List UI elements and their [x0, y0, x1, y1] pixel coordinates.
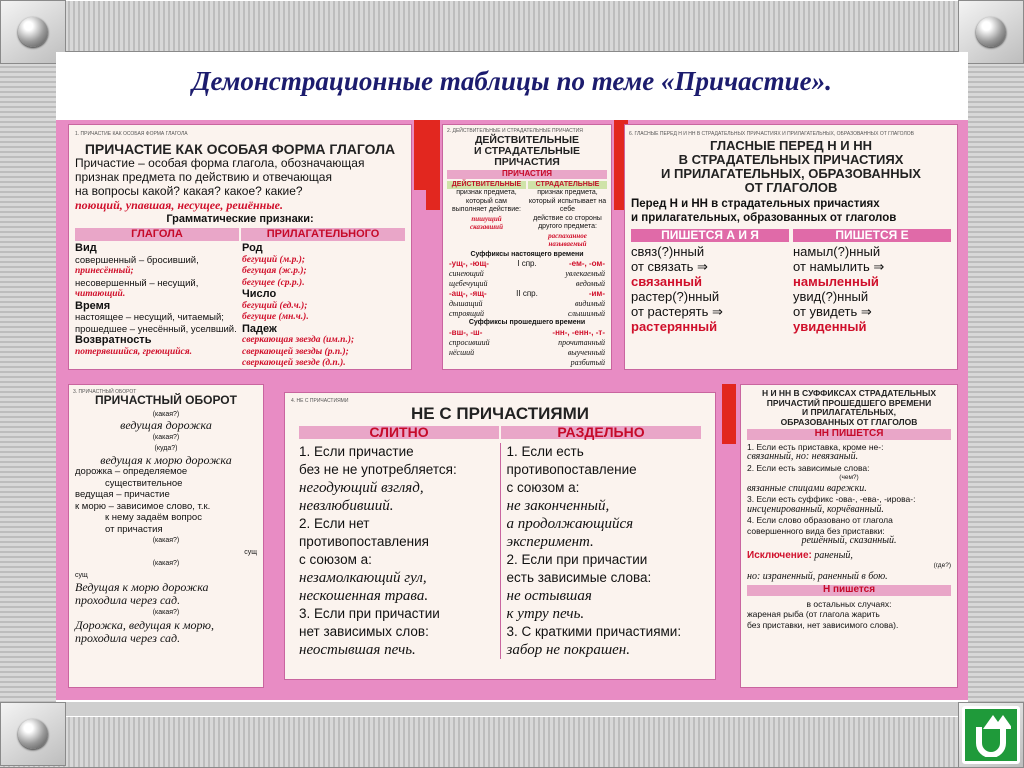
column-head: ДЕЙСТВИТЕЛЬНЫЕ: [447, 181, 526, 190]
phrase-line: ведущая к морю дорожка: [100, 452, 232, 467]
rule-line: 2. Если есть зависимые слова:: [747, 462, 870, 473]
heading-line: ОТ ГЛАГОЛОВ: [744, 180, 838, 195]
page-title: Демонстрационные таблицы по теме «Причастие».: [192, 66, 832, 96]
explain-line: дорожка – определяемое: [75, 466, 188, 477]
phrase-line: проходила через сад.: [75, 630, 181, 645]
together-rules: [299, 443, 494, 659]
desc-line: который испытывает на себе: [528, 197, 607, 213]
card-caption: 1. ПРИЧАСТИЕ КАК ОСОБАЯ ФОРМА ГЛАГОЛА: [75, 131, 188, 137]
column-head-verb: ГЛАГОЛА: [75, 228, 239, 241]
rule-line: без приставки, нет зависимого слова).: [747, 619, 899, 630]
feature-line: прошедшее – унесённый, уселвший.: [75, 323, 237, 335]
example: называемый: [548, 240, 587, 248]
example-line: от связать ⇒: [631, 259, 708, 274]
feature-line: несовершенный – несущий,: [75, 277, 199, 289]
subheading: [625, 195, 957, 227]
heading-line: ДЕЙСТВИТЕЛЬНЫЕ: [474, 134, 580, 146]
example-line: решённый, сказанный.: [801, 535, 897, 546]
example-line: связанный, но: невязаный.: [747, 451, 859, 462]
grammar-heading: Грамматические признаки:: [166, 213, 314, 225]
exception-label: Исключение:: [747, 549, 812, 561]
rivet-icon: [976, 17, 1006, 47]
explain-line: от причастия: [105, 523, 163, 535]
subheading-line: и прилагательных, образованных от глаголов: [631, 212, 897, 224]
frame-bottom: [0, 716, 1024, 768]
column-head-together: СЛИТНО: [299, 426, 499, 439]
feature-line: бегущая (ж.р.);: [242, 266, 307, 276]
cell: строящий: [449, 309, 484, 318]
poster: [56, 120, 968, 700]
question-mark-label: (где?): [933, 562, 951, 569]
rule-line: 2. Если при причастии: [506, 552, 648, 567]
example-line: негодующий взгляд,: [299, 480, 424, 496]
rule-line: 2. Если нет: [299, 516, 370, 531]
examples: поющий, упавшая, несущее, решённые.: [75, 198, 283, 212]
cell: -вш-, -ш-: [449, 327, 483, 337]
frame-right: [968, 52, 1024, 716]
cell: синеющий: [449, 269, 484, 278]
card-n-nn-suffixes: [740, 384, 958, 688]
explain-line: существительное: [105, 477, 183, 489]
feature-line: настоящее – несущий, читаемый;: [75, 312, 224, 323]
example-line: намыл(?)нный: [793, 244, 881, 259]
poster-spine: [426, 120, 440, 210]
card-caption: 2. ДЕЙСТВИТЕЛЬНЫЕ И СТРАДАТЕЛЬНЫЕ ПРИЧАСТИЯ: [447, 128, 583, 134]
column-head-a-ya: ПИШЕТСЯ А И Я: [631, 229, 789, 242]
cell: нёсший: [449, 347, 475, 357]
phrase-line: Ведущая к морю дорожка: [75, 580, 209, 594]
return-button[interactable]: [958, 702, 1024, 768]
cell: II спр.: [516, 289, 538, 298]
rule-line: жареная рыба (от глагола жарить: [747, 609, 880, 619]
rule-line: 1. Если есть: [506, 444, 584, 459]
phrase-line: ведущая дорожка: [120, 418, 212, 432]
feature-title: Род: [242, 242, 263, 254]
n-heading: Н пишется: [747, 585, 951, 596]
card-heading: [741, 389, 957, 427]
separate-rules: [500, 443, 702, 659]
example-line: намыленный: [793, 274, 879, 289]
desc-line: другого предмета:: [538, 223, 597, 230]
example-line: вязанные спицами варежки.: [747, 482, 867, 494]
desc-line: признак предмета,: [456, 189, 517, 196]
feature-line: принесённый;: [75, 266, 134, 276]
feature-title: Время: [75, 299, 111, 312]
example-line: увиденный: [793, 319, 867, 334]
example-line: забор не покрашен.: [506, 642, 630, 658]
heading-line: И ПРИЛАГАТЕЛЬНЫХ,: [802, 407, 896, 417]
corner-bottom-left: [0, 702, 66, 766]
cell: -ущ-, -ющ-: [449, 259, 489, 268]
feature-line: бегущий (ед.ч.);: [242, 300, 308, 311]
phrase-line: Дорожка, ведущая к морю,: [75, 617, 214, 632]
definition-line: признак предмета по действию и отвечающая: [75, 170, 332, 184]
card-heading: [625, 139, 957, 195]
definition-line: Причастие – особая форма глагола, обозначающая: [75, 156, 365, 170]
cell: I спр.: [517, 259, 537, 268]
passive-column: [528, 181, 607, 249]
rule-line: в остальных случаях:: [806, 598, 892, 609]
rule-line: без не не употребляется:: [299, 462, 457, 477]
cell: ведомый: [575, 279, 605, 288]
example-line: невзлюбивший.: [299, 498, 394, 514]
cell: прочитанный: [558, 337, 605, 347]
example-line: эксперимент.: [506, 534, 594, 550]
card-vowels-before-n: [624, 124, 958, 370]
rule-line: с союзом а:: [506, 480, 580, 495]
feature-title: Падеж: [242, 322, 277, 335]
example-line: связанный: [631, 274, 702, 289]
rule-line: 1. Если причастие: [299, 444, 414, 459]
column-head-e: ПИШЕТСЯ Е: [793, 229, 951, 242]
poster-spine: [722, 384, 736, 444]
cell: спросивший: [449, 337, 490, 347]
rule-line: совершенного вида без приставки:: [747, 525, 885, 536]
past-suffixes-heading: Суффиксы прошедшего времени: [468, 319, 586, 326]
column-head: СТРАДАТЕЛЬНЫЕ: [528, 181, 607, 190]
cell: -ем-, -ом-: [568, 259, 605, 268]
heading-line: ПРИЧАСТИЙ ПРОШЕДШЕГО ВРЕМЕНИ: [766, 397, 932, 408]
example-line: а продолжающийся: [506, 516, 634, 532]
rule-line: противопоставление: [506, 462, 637, 477]
example-line: связ(?)нный: [631, 244, 705, 259]
question-mark-label: (какая?): [152, 560, 180, 567]
rule-line: 3. С краткими причастиями:: [506, 624, 682, 639]
noun-label: сущ: [75, 571, 88, 579]
card-active-passive: [442, 124, 612, 370]
card-caption: 6. ГЛАСНЫЕ ПЕРЕД Н И НН В СТРАДАТЕЛЬНЫХ ПРИЧАСТИЯХ И ПРИЛАГАТЕЛЬНЫХ, ОБРАЗОВАННЫХ ОТ ГЛАГОЛОВ: [629, 131, 914, 137]
present-suffixes-heading: Суффиксы настоящего времени: [470, 250, 584, 258]
rule-line: с союзом а:: [299, 552, 372, 567]
heading-line: И ПРИЛАГАТЕЛЬНЫХ, ОБРАЗОВАННЫХ: [661, 166, 921, 181]
feature-line: сверкающей звезды (р.п.);: [242, 346, 349, 357]
example-line: от увидеть ⇒: [793, 304, 872, 319]
frame-top: [0, 0, 1024, 52]
rivet-icon: [18, 719, 48, 749]
rule-line: противопоставления: [299, 534, 429, 549]
card-participle-verb-form: [68, 124, 412, 370]
feature-line: бегущие (мн.ч.).: [242, 312, 309, 322]
explain-line: к нему задаём вопрос: [105, 512, 202, 523]
desc-line: выполняет действие:: [452, 206, 521, 213]
feature-title: Возвратность: [75, 334, 152, 346]
card-caption: 4. НЕ С ПРИЧАСТИЯМИ: [291, 398, 349, 404]
example-line: увид(?)нный: [793, 289, 869, 304]
card-heading: ПРИЧАСТИЕ КАК ОСОБАЯ ФОРМА ГЛАГОЛА: [84, 141, 396, 157]
column-head-adjective: ПРИЛАГАТЕЛЬНОГО: [241, 228, 405, 241]
feature-title: Вид: [75, 242, 97, 254]
cell: -нн-, -енн-, -т-: [552, 327, 605, 337]
rule-line: 4. Если слово образовано от глагола: [747, 515, 893, 525]
example: сказавший: [470, 223, 503, 231]
rule-line: 3. Если при причастии: [299, 606, 440, 621]
heading-line: ПРИЧАСТИЯ: [494, 156, 560, 168]
desc-line: который сам: [466, 197, 507, 205]
rule-line: есть зависимые слова:: [506, 570, 652, 585]
card-ne-with-participles: [284, 392, 716, 680]
verb-features: [75, 243, 238, 370]
return-arrow-icon: [962, 706, 1020, 764]
exception-word: раненый,: [814, 549, 853, 561]
nn-heading: НН ПИШЕТСЯ: [747, 429, 951, 440]
rivet-icon: [18, 17, 48, 47]
feature-line: бегущее (ср.р.).: [242, 277, 305, 288]
question-mark-label: (какая?): [152, 609, 180, 616]
explain-line: ведущая – причастие: [75, 489, 170, 500]
question-mark-label: (чем?): [839, 474, 859, 481]
cell: щебечущий: [449, 279, 488, 288]
active-column: [447, 181, 526, 249]
noun-label: сущ: [244, 548, 257, 556]
slide: [56, 52, 968, 702]
phrase-line: проходила через сад.: [75, 593, 181, 607]
desc-line: признак предмета,: [537, 189, 598, 196]
example: распаханное: [548, 231, 587, 240]
frame-left: [0, 52, 56, 716]
cell: увлекаемый: [565, 269, 605, 278]
feature-line: сверкающей звезде (д.п.).: [242, 358, 346, 368]
cell: -им-: [588, 289, 605, 298]
heading-line: ГЛАСНЫЕ ПЕРЕД Н И НН: [710, 138, 872, 153]
example-line: нескошенная трава.: [299, 588, 429, 604]
heading-line: В СТРАДАТЕЛЬНЫХ ПРИЧАСТИЯХ: [678, 152, 904, 167]
example-line: растер(?)нный: [631, 289, 720, 304]
question-mark-label: (какая?): [152, 410, 180, 418]
heading-line: ОБРАЗОВАННЫХ ОТ ГЛАГОЛОВ: [780, 416, 918, 427]
rule-line: нет зависимых слов:: [299, 624, 429, 639]
a-ya-examples: [631, 244, 789, 334]
example-line: не остывшая: [506, 588, 592, 604]
example-line: неостывшая печь.: [299, 642, 416, 658]
feature-line: читающий.: [75, 289, 126, 299]
card-heading: [443, 135, 611, 168]
question-mark-label: (куда?): [154, 445, 178, 452]
past-table: [449, 328, 605, 368]
cell: слышимый: [567, 309, 605, 318]
exception-line: но: израненный, раненный в бою.: [747, 570, 888, 582]
feature-title: Число: [242, 288, 277, 300]
cell: выученный: [567, 347, 605, 357]
bar: ПРИЧАСТИЯ: [447, 170, 607, 179]
cell: -ащ-, -ящ-: [449, 289, 487, 298]
present-table: [449, 259, 605, 319]
subheading-line: Перед Н и НН в страдательных причастиях: [631, 198, 880, 210]
explain-line: к морю – зависимое слово, т.к.: [75, 500, 211, 512]
card-caption: 3. ПРИЧАСТНЫЙ ОБОРОТ: [73, 389, 137, 395]
example-line: незамолкающий гул,: [299, 570, 427, 586]
example-line: к утру печь.: [506, 606, 585, 622]
adjective-features: [242, 243, 405, 370]
column-head-separate: РАЗДЕЛЬНО: [501, 426, 701, 439]
cell: видимый: [574, 299, 605, 308]
feature-line: совершенный – бросивший,: [75, 254, 199, 266]
cell: разбитый: [570, 357, 605, 367]
question-mark-label: (какая?): [152, 433, 180, 441]
feature-line: бегущий (м.р.);: [242, 254, 306, 265]
desc-line: действие со стороны: [533, 214, 602, 222]
example-line: от растерять ⇒: [631, 304, 723, 319]
example-line: инсценированный, корчёванный.: [747, 503, 884, 515]
example: пишущий: [471, 214, 502, 223]
e-examples: [793, 244, 951, 334]
cell: дышащий: [449, 299, 483, 308]
feature-line: сверкающая звезда (им.п.);: [242, 335, 355, 345]
example-line: не законченный,: [506, 498, 610, 514]
card-participial-phrase: [68, 384, 264, 688]
example-line: растерянный: [631, 319, 718, 334]
heading-line: Н И НН В СУФФИКСАХ СТРАДАТЕЛЬНЫХ: [761, 388, 937, 398]
card-heading: НЕ С ПРИЧАСТИЯМИ: [411, 404, 589, 423]
question-mark-label: (какая?): [152, 537, 180, 544]
rule-line: 1. Если есть приставка, кроме не-:: [747, 441, 884, 452]
example-line: от намылить ⇒: [793, 259, 885, 274]
feature-line: потерявшийся, греющийся.: [75, 346, 192, 357]
rule-line: 3. Если есть суффикс -ова-, -ева-, -ирова-:: [747, 494, 916, 504]
card-heading: ПРИЧАСТНЫЙ ОБОРОТ: [95, 393, 237, 407]
heading-line: И СТРАДАТЕЛЬНЫЕ: [474, 145, 580, 157]
definition-line: на вопросы какой? какая? какое? какие?: [75, 184, 303, 198]
